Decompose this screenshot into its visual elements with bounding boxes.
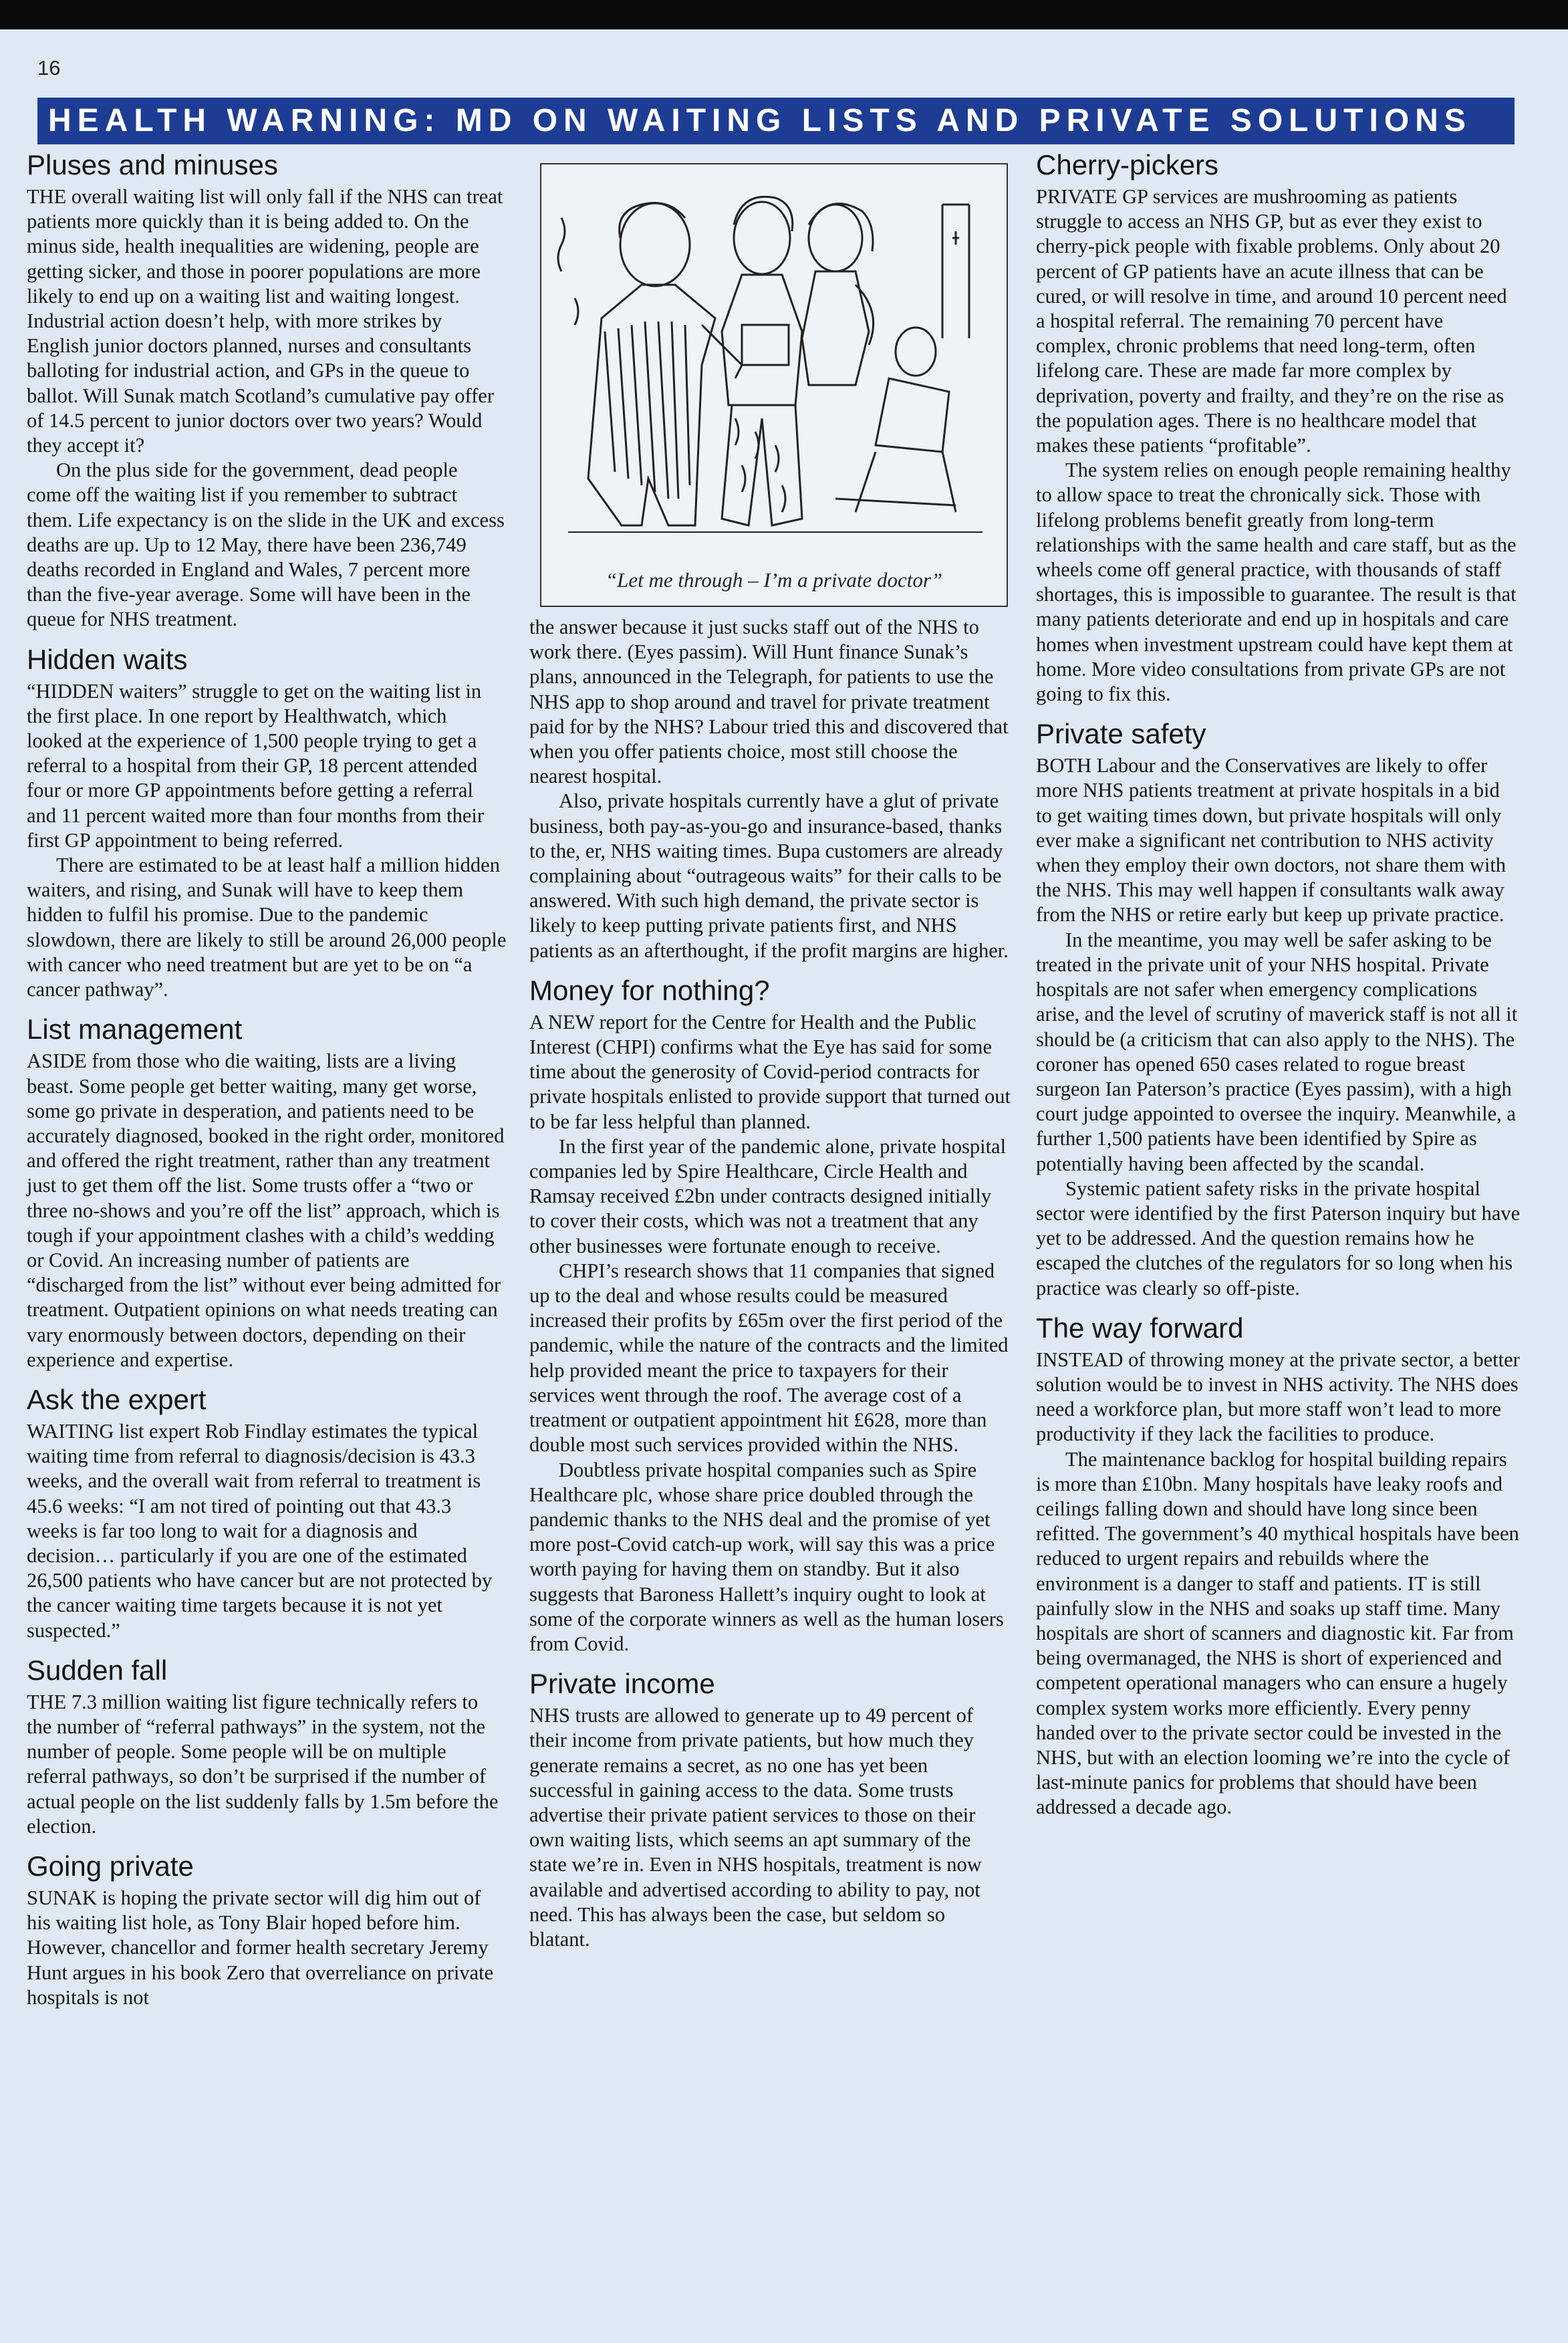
section-private-income <box>529 1666 1011 1952</box>
paragraph: The maintenance backlog for hospital building repairs is more than £10bn. Many hospitals have leaky roofs and ceilings falling down and should have long since been refitted. The government’s 40 mythical hospitals have been reduced to urgent repairs and rebuilds where the environment is a danger to staff and patients. IT is still painfully slow in the NHS and soaks up staff time. Many hospitals are short of scanners and diagnostic kit. Far from being overmanaged, the NHS is short of experienced and competent operational managers who can ensure a hugely complex system works more efficiently. Every penny handed over to the private sector could be invested in the NHS, but with an election looming we’re into the cycle of last-minute panics for problems that should have been addressed a decade ago. <box>1036 1447 1519 1819</box>
paragraph: A NEW report for the Centre for Health and the Public Interest (CHPI) confirms what the Eye has said for some time about the generosity of Covid-period contracts for private hospitals enlisted to provide support that turned out to be far less helpful than planned. <box>529 1010 1011 1133</box>
section-heading: Sudden fall <box>27 1654 168 1686</box>
section-heading: List management <box>27 1013 243 1045</box>
section-heading: The way forward <box>1036 1312 1244 1344</box>
section-hidden-waits <box>27 642 507 1003</box>
paragraph: Doubtless private hospital companies such as Spire Healthcare plc, whose share price doubled through the pandemic thanks to the NHS deal and the promise of yet more post-Covid catch-up work, will say this was a price worth paying for having them on standby. But it also suggests that Baroness Hallett’s inquiry ought to look at some of the corporate winners as well as the human losers from Covid. <box>529 1458 1004 1655</box>
section-going-private <box>27 1848 507 2010</box>
section-money-for-nothing <box>529 973 1011 1656</box>
paragraph: PRIVATE GP services are mushrooming as patients struggle to access an NHS GP, but as ever they exist to cherry-pick people with fixable problems. Only about 20 percent of GP patients have an acute illness that can be cured, or will resolve in time, and around 10 percent need a hospital referral. The remaining 70 percent have complex, chronic problems that need long-term, often lifelong care. These are made far more complex by deprivation, poverty and frailty, and they’re on the rise as the population ages. There is no healthcare model that makes these patients “profitable”. <box>1036 185 1507 457</box>
section-the-way-forward <box>1036 1310 1521 1820</box>
section-pluses-and-minuses <box>27 147 507 632</box>
paragraph: NHS trusts are allowed to generate up to 49 percent of their income from private patients, but how much they generate remains a secret, as no one has yet been successful in gaining access to the data. Some trusts advertise their private patient services to those on their own waiting lists, which seems an apt summary of the state we’re in. Even in NHS hospitals, treatment is now available and advertised according to ability to pay, not need. This has always been the case, but seldom so blatant. <box>529 1704 982 1951</box>
paragraph: In the meantime, you may well be safer asking to be treated in the private unit of your NHS hospital. Private hospitals are not safer when emergency complications arise, and the level of scrutiny of maverick staff is not all it should be (a criticism that can also apply to the NHS). The coroner has opened 650 cases related to rogue breast surgeon Ian Paterson’s practice (Eyes passim), with a high court judge appointed to oversee the inquiry. Meanwhile, a further 1,500 patients have been identified by Spire as potentially having been affected by the scandal. <box>1036 928 1518 1175</box>
paragraph: BOTH Labour and the Conservatives are likely to offer more NHS patients treatment at private hospitals in a bid to get waiting times down, but private hospitals will only ever make a significant net contribution to NHS activity when they employ their own doctors, not share them with the NHS. This may well happen if consultants walk away from the NHS or retire early but keep up private practice. <box>1036 754 1507 927</box>
paragraph: On the plus side for the government, dead people come off the waiting list if you remember to subtract them. Life expectancy is on the slide in the UK and excess deaths are up. Up to 12 May, there have been 236,749 deaths recorded in England and Wales, 7 percent more than the five-year average. Some will have been in the queue for NHS treatment. <box>27 459 505 631</box>
paragraph: SUNAK is hoping the private sector will dig him out of his waiting list hole, as Tony Blair hoped before him. However, chancellor and former health secretary Jeremy Hunt argues in his book Zero that overreliance on private hospitals is not <box>27 1886 494 2009</box>
column-3 <box>1036 147 1521 1830</box>
scan-top-edge <box>0 0 1568 29</box>
section-ask-the-expert <box>27 1382 507 1643</box>
paragraph: Also, private hospitals currently have a glut of private business, both pay-as-you-go and insurance-based, thanks to the, er, NHS waiting times. Bupa customers are already complaining about “outrageous waits” for their calls to be answered. With such high demand, the private sector is likely to keep putting private patients first, and NHS patients as an afterthought, if the profit margins are higher. <box>529 789 1009 962</box>
paragraph: “HIDDEN waiters” struggle to get on the waiting list in the first place. In one report by Healthwatch, which looked at the experience of 1,500 people trying to get a referral to a hospital from their GP, 18 percent attended four or more GP appointments before getting a referral and 11 percent waited more than four months from their first GP appointment to being referred. <box>27 679 485 852</box>
section-heading: Hidden waits <box>27 643 188 675</box>
paragraph: Systemic patient safety risks in the private hospital sector were identified by the first Paterson inquiry but have yet to be addressed. And the question remains how he escaped the clutches of the regulators for so long when his practice was clearly so off-piste. <box>1036 1177 1521 1300</box>
paragraph: The system relies on enough people remaining healthy to allow space to treat the chronically sick. Those with lifelong problems benefit greatly from long-term relationships with the same health and care staff, but as the wheels come off general practice, with thousands of staff shortages, this is impossible to guarantee. The result is that many patients deteriorate and end up in hospitals and care homes when investment upstream could have kept them at home. More video consultations from private GPs are not going to fix this. <box>1036 459 1517 706</box>
cartoon-caption: “Let me through – I’m a private doctor” <box>605 568 943 592</box>
page-number: 16 <box>37 56 61 80</box>
paragraph: the answer because it just sucks staff out of the NHS to work there. (Eyes passim). Will Hunt finance Sunak’s plans, announced in the Telegraph, for patients to use the NHS app to shop around and travel for private treatment paid for by the NHS? Labour tried this and discovered that when you offer patients choice, most still choose the nearest hospital. <box>529 616 1009 788</box>
section-heading: Cherry-pickers <box>1036 149 1219 180</box>
section-heading: Money for nothing? <box>529 974 770 1006</box>
section-heading: Private income <box>529 1668 715 1700</box>
paragraph: THE 7.3 million waiting list figure technically refers to the number of “referral pathways” in the system, not the number of people. Some people will be on multiple referral pathways, so don’t be surprised if the number of actual people on the list suddenly falls by 1.5m before the election. <box>27 1690 499 1838</box>
section-private-safety <box>1036 716 1521 1300</box>
paragraph: CHPI’s research shows that 11 companies that signed up to the deal and whose results could be measured increased their profits by £65m over the first period of the pandemic, while the nature of the contracts and the limited help provided meant the price to taxpayers for their services went through the roof. The average cost of a treatment or outpatient appointment hit £628, more than double most such services provided within the NHS. <box>529 1259 1009 1457</box>
paragraph: In the first year of the pandemic alone, private hospital companies led by Spire Healthcare, Circle Health and Ramsay received £2bn under contracts designed initially to cover their costs, which was not a treatment that any other businesses were fortunate enough to receive. <box>529 1134 1007 1257</box>
paragraph: There are estimated to be at least half a million hidden waiters, and rising, and Sunak will have to keep them hidden to fulfil his promise. Due to the pandemic slowdown, there are likely to still be around 26,000 people with cancer who need treatment but are yet to be on “a cancer pathway”. <box>27 854 507 1001</box>
section-continued <box>529 615 1011 963</box>
cartoon-spacer <box>529 147 1011 615</box>
paragraph: WAITING list expert Rob Findlay estimates the typical waiting time from referral to diagnosis/decision is 43.3 weeks, and the overall wait from referral to treatment is 45.6 weeks: “I am not tired of pointing out that 43.3 weeks is far too long to wait for a diagnosis and decision… particularly if you are one of the estimated 26,500 patients who have cancer but are not protected by the cancer waiting time targets because it is not yet suspected.” <box>27 1419 493 1642</box>
section-heading: Going private <box>27 1850 194 1882</box>
column-2 <box>529 147 1011 1961</box>
section-heading: Private safety <box>1036 718 1206 750</box>
paragraph: INSTEAD of throwing money at the private sector, a better solution would be to invest in NHS activity. The NHS does need a workforce plan, but more staff won’t lead to more productivity if they lack the facilities to produce. <box>1036 1348 1520 1446</box>
paragraph: THE overall waiting list will only fall if the NHS can treat patients more quickly than it is being added to. On the minus side, health inequalities are widening, people are getting sicker, and those in poorer populations are more likely to end up on a waiting list and waiting longest. Industrial action doesn’t help, with more strikes by English junior doctors planned, nurses and consultants balloting for industrial action, and GPs in the queue to ballot. Will Sunak match Scotland’s cumulative pay offer of 14.5 percent to junior doctors over two years? Would they accept it? <box>27 185 503 457</box>
section-list-management <box>27 1011 507 1372</box>
paragraph: ASIDE from those who die waiting, lists are a living beast. Some people get better waiting, many get worse, some go private in desperation, and patients need to be accurately diagnosed, booked in the right order, monitored and offered the right treatment, rather than any treatment just to get them off the list. Some trusts offer a “two or three no-shows and you’re off the list” approach, which is tough if your appointment clashes with a child’s wedding or Covid. An increasing number of patients are “discharged from the list” without ever being admitted for treatment. Outpatient opinions on what needs treating can vary enormously between doctors, depending on their experience and expertise. <box>27 1050 505 1371</box>
section-banner: HEALTH WARNING: MD ON WAITING LISTS AND PRIVATE SOLUTIONS <box>37 98 1515 144</box>
column-1 <box>27 147 507 2019</box>
section-cherry-pickers <box>1036 147 1521 707</box>
section-heading: Ask the expert <box>27 1383 207 1415</box>
section-sudden-fall <box>27 1652 507 1839</box>
section-heading: Pluses and minuses <box>27 149 278 180</box>
